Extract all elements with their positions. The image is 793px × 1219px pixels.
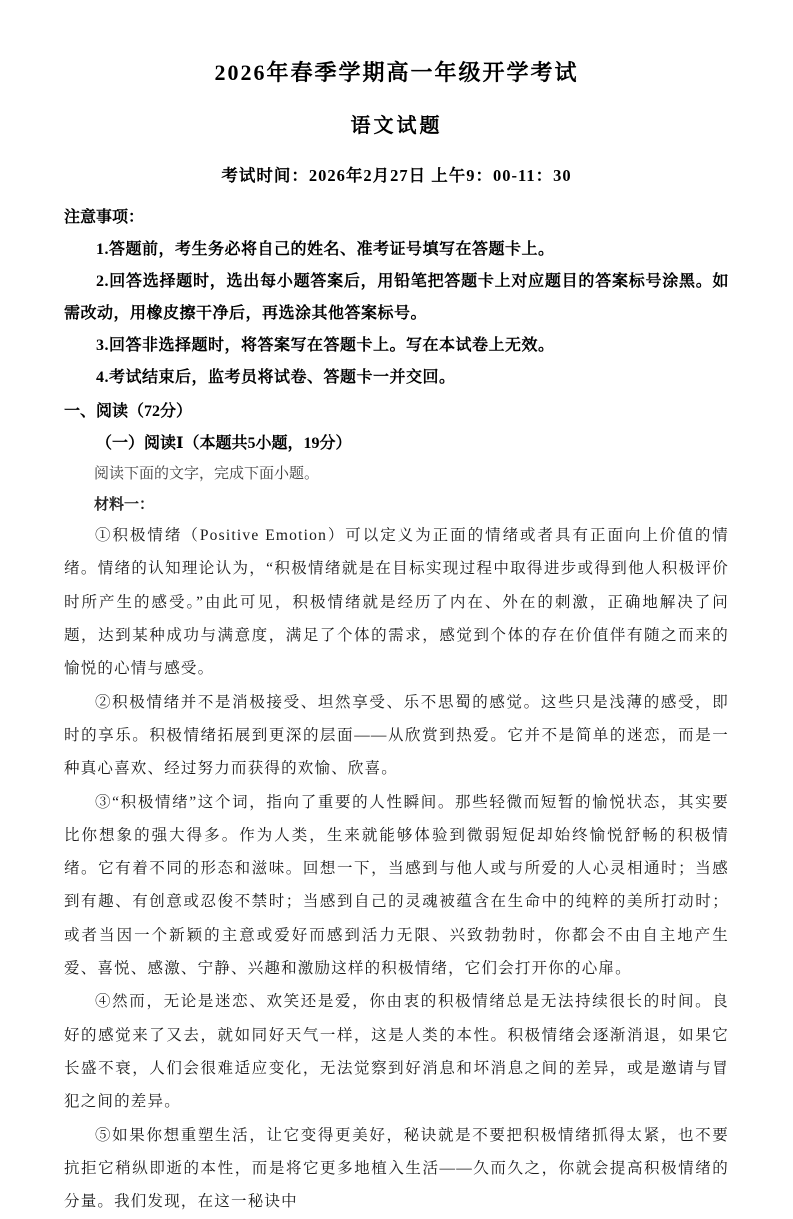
subsection-heading-reading-1: （一）阅读Ⅰ（本题共5小题，19分） <box>96 435 352 452</box>
reading-instruction: 阅读下面的文字，完成下面小题。 <box>94 466 320 482</box>
notice-item-4: 4.考试结束后，监考员将试卷、答题卡一并交回。 <box>96 369 456 386</box>
notice-header: 注意事项： <box>64 209 145 226</box>
notice-item-3: 3.回答非选择题时，将答案写在答题卡上。写在本试卷上无效。 <box>96 337 555 354</box>
section-heading-reading: 一、阅读（72分） <box>64 403 193 420</box>
exam-subtitle: 语文试题 <box>350 115 443 137</box>
page-title: 2026年春季学期高一年级开学考试 <box>214 60 579 85</box>
material-paragraph-4: ④然而，无论是迷恋、欢笑还是爱，你由衷的积极情绪总是无法持续很长的时间。良好的感觉来了又去，就如同好天气一样，这是人类的本性。积极情绪会逐渐消退，如果它长盛不衰，人们会很难适应变化，无法觉察到好消息和坏消息之间的差异，或是邀请与冒犯之间的差异。 <box>64 993 729 1111</box>
notice-item-1: 1.答题前，考生务必将自己的姓名、准考证号填写在答题卡上。 <box>96 241 555 258</box>
material-paragraph-3: ③“积极情绪”这个词，指向了重要的人性瞬间。那些轻微而短暂的愉悦状态，其实要比你想象的强大得多。作为人类，生来就能够体验到微弱短促却始终愉悦舒畅的积极情绪。它有着不同的形态和滋味。回想一下，当感到与他人或与所爱的人心灵相通时；当感到有趣、有创意或忍俊不禁时；当感到自己的灵魂被蕴含在生命中的纯粹的美所打动时；或者当因一个新颖的主意或爱好而感到活力无限、兴致勃勃时，你都会不由自主地产生爱、喜悦、感激、宁静、兴趣和激励这样的积极情绪，它们会打开你的心扉。 <box>64 793 729 978</box>
notice-item-2: 2.回答选择题时，选出每小题答案后，用铅笔把答题卡上对应题目的答案标号涂黑。如需改动，用橡皮擦干净后，再选涂其他答案标号。 <box>64 273 729 322</box>
material-paragraph-1: ①积极情绪（Positive Emotion）可以定义为正面的情绪或者具有正面向上价值的情绪。情绪的认知理论认为，“积极情绪就是在目标实现过程中取得进步或得到他人积极评价时所产生的感受。”由此可见，积极情绪就是经历了内在、外在的刺激，正确地解决了问题，达到某种成功与满意度，满足了个体的需求，感觉到个体的存在价值伴有随之而来的愉悦的心情与感受。 <box>64 527 729 678</box>
material-label: 材料一： <box>94 496 155 513</box>
material-paragraph-2: ②积极情绪并不是消极接受、坦然享受、乐不思蜀的感觉。这些只是浅薄的感受，即时的享乐。积极情绪拓展到更深的层面——从欣赏到热爱。它并不是简单的迷恋，而是一种真心喜欢、经过努力而获得的欢愉、欣喜。 <box>64 693 729 778</box>
exam-time: 考试时间：2026年2月27日 上午9：00-11：30 <box>221 166 572 185</box>
material-paragraph-5: ⑤如果你想重塑生活，让它变得更美好，秘诀就是不要把积极情绪抓得太紧，也不要抗拒它稍纵即逝的本性，而是将它更多地植入生活——久而久之，你就会提高积极情绪的分量。我们发现，在这一秘诀中 <box>64 1126 729 1211</box>
